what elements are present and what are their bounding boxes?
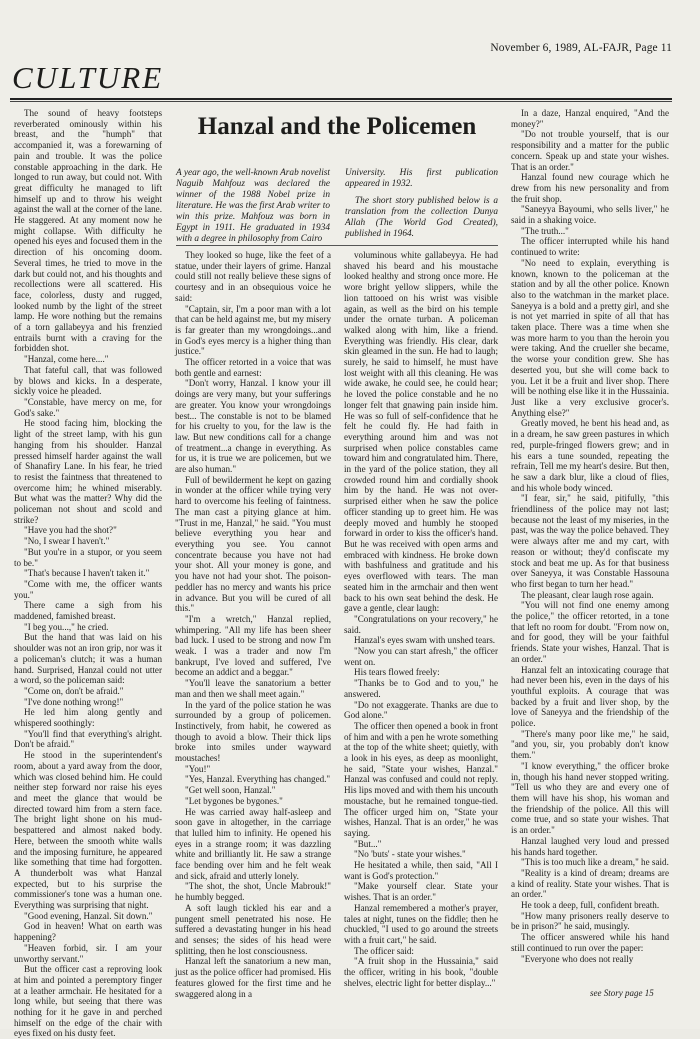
dateline: November 6, 1989, AL-FAJR, Page 11: [490, 42, 672, 54]
paragraph: "This is too much like a dream," he said.: [521, 857, 669, 868]
paragraph: Hanzal's eyes swam with unshed tears.: [354, 635, 496, 646]
paragraph: "Make yourself clear. State your wishes. That is an order.": [344, 881, 498, 903]
paragraph: They looked so huge, like the feet of a statue, under their layers of grime. Hanzal could still not really believe these signs of courtesy and in an obsequious voice he said:: [175, 250, 331, 303]
paragraph: "Everyone who does not really: [521, 953, 634, 964]
paragraph: "Hanzal, come here....": [24, 354, 109, 365]
paragraph: He hesitated a while, then said, "All I want is God's protection.": [344, 860, 498, 881]
section-rule-thin: [10, 101, 672, 102]
paragraph: "There's many poor like me," he said, "and you, sir, you probably don't know them.": [511, 728, 669, 761]
paragraph: "Captain, sir, I'm a poor man with a lot that can be held against me, but my misery is far greater than my wrongdoings...and in God's eyes mercy is a higher thing than justice.": [175, 303, 331, 357]
paragraph: "I've done nothing wrong!": [24, 696, 124, 707]
paragraph: "Reality is a kind of dream; dreams are a kind of reality. State your wishes. That is an order.": [511, 867, 669, 900]
paragraph: "Come on, don't be afraid.": [24, 685, 124, 696]
paragraph: The officer answered while his hand still continued to run over the paper:: [511, 932, 669, 953]
paragraph: The officer retorted in a voice that was both gentle and earnest:: [175, 357, 331, 378]
paragraph: "No need to explain, everything is known, known to the policeman at the station and by all the other police. Known also to the watchman in the market place. Saneyya is a bold and a pretty girl, and she is not yet married in spite of all that has taken place. There was a time when she was more harm to you than the heroin you were taking. And the crueller she became, the worse your condition grew. She has deserted you, but she will come back to you. Let it be a fruit and liver shop. There will be nothing else like it in the Hussainia. Just like a very exclusive grocer's. Anything else?": [511, 257, 669, 418]
paragraph: A soft laugh tickled his ear and a pungent smell penetrated his nose. He suffered a devastating hunger in his head and senses; the sides of his head were splitting, then he lost consciousness.: [175, 902, 331, 956]
text-column-3: [344, 250, 498, 1010]
paragraph: He took a deep, full, confident breath.: [521, 900, 660, 911]
paragraph: "You will not find one enemy among the police," the officer retorted, in a tone that left no room for doubt. "From now on, and for good, they will be your faithful friends. State your wishes, Hanzal. That is an order.": [511, 600, 669, 664]
paragraph: "Now you can start afresh," the officer went on.: [344, 646, 498, 667]
paragraph: "You!": [185, 763, 211, 774]
paragraph: "But you're in a stupor, or you seem to be.": [14, 546, 162, 568]
paragraph: "Do not trouble yourself, that is our responsibility and a matter for the public concern. Speak up and state your wishes. That is an order.": [511, 129, 669, 172]
story-intro-left: A year ago, the well-known Arab novelist Naguib Mahfouz was declared the winner of the 1988 Nobel prize in literature. He was the first Arab writer to win this prize. Mahfouz was born in Egypt in 1911. He graduated in 1934 with a degree in philosophy from Cairo: [176, 168, 330, 244]
paragraph: In a daze, Hanzal enquired, "And the money?": [511, 108, 669, 129]
paragraph: In the yard of the police station he was surrounded by a group of policemen. Instinctively, from habit, he cowered as though to avoid a blow. Their thick lips broke into smiles under wayward moustaches!: [175, 699, 331, 764]
paragraph: Hanzal remembered a mother's prayer, tales at night, tunes on the fiddle; then he chuckled, "I used to go around the streets with a fruit cart," he said.: [344, 902, 498, 945]
paragraph: Full of bewilderment he kept on gazing in wonder at the officer while trying very hard to overcome his feeling of faintness. The man cast a pitying glance at him. "Trust in me, Hanzal," he said. "You must believe everything you hear and everything you see. You cannot concentrate because you have not had your shot. All your money is gone, and you have not had your shot. The poison-peddler has no mercy and wants his price in advance. But you will be cured of all this.": [175, 474, 331, 614]
paragraph: "Do not exaggerate. Thanks are due to God alone.": [344, 699, 498, 721]
paragraph: But the officer cast a reproving look at him and pointed a peremptory finger at a leather armchair. He hesitated for a long while, but seeing that there was nothing for it he gave in and perched himself on the edge of the chair with eyes fixed on his dusty feet.: [14, 964, 162, 1039]
paragraph: God in heaven! What on earth was happening?: [14, 921, 162, 943]
paragraph: "Don't worry, Hanzal. I know your ill doings are very many, but your sufferings are greater. You know your wrongdoings best... The constable is not to be blamed for his cruelty to you, for the law is the law. But new conditions call for a change of treatment...a change in everything. As for us, it is true we are policemen, but we are also human.": [175, 378, 331, 475]
paragraph: "Saneyya Bayoumi, who sells liver," he said in a shaking voice.: [511, 204, 669, 226]
paragraph: "Thanks be to God and to you," he answered.: [344, 678, 498, 699]
story-intro-continued: University. His first publication appeared in 1932.: [345, 168, 498, 189]
paragraph: "But...": [354, 838, 382, 849]
paragraph: The sound of heavy footsteps reverberated ominously within his breast, and the "humph" that accompanied it, was a forewarning of pain and trouble. It was the police constable approaching in the dark. He longed to run away, but could not. With great difficulty he managed to lift himself up and to throw his weight against the wall at the corner of the lane. He staggered. At any moment now he might collapse. With difficulty he opened his eyes and focused them in the direction of his oncoming doom. Several times, he tried to move in the dark but could not, and his thoughts and recollections were all scattered. His face, colorless, dusty and rugged, looked numb by the light of the street lamp. He wore nothing but the remains of a torn gallabeyya and his frenzied entrails burnt with a craving for the forbidden shot.: [14, 108, 162, 354]
paragraph: He stood facing him, blocking the light of the street lamp, with his gun hanging from his shoulder. Hanzal pressed himself harder against the wall of Shanafiry Lane. In his fear, he tried to resist the faintness that threatened to overcome him; he whined miserably. But what was the matter? Why did the policeman not shout and scold and strike?: [14, 418, 162, 525]
paragraph: "How many prisoners really deserve to be in prison?" he said, musingly.: [511, 910, 669, 932]
paragraph: "Get well soon, Hanzal.": [185, 785, 276, 796]
paragraph: "That's because I haven't taken it.": [24, 568, 150, 579]
paragraph: "The truth...": [521, 225, 569, 236]
text-column-1: [14, 108, 162, 1039]
paragraph: He was carried away half-asleep and soon gave in altogether, in the carriage that lulled him to infinity. He opened his eyes in a strange room; it was dazzling white and brilliantly lit. He saw a strange face bending over him and he felt weak and sick, afraid and utterly lonely.: [175, 806, 331, 881]
paragraph: "You'll find that everything's alright. Don't be afraid.": [14, 728, 162, 750]
intro-rule: [176, 245, 498, 246]
paragraph: "Let bygones be bygones.": [185, 795, 283, 806]
paragraph: The officer interrupted while his hand continued to write:: [511, 236, 669, 258]
paragraph: There came a sigh from his maddened, famished breast.: [14, 600, 162, 622]
paragraph: "No 'buts' - state your wishes.": [354, 849, 466, 860]
paragraph: "Heaven forbid, sir. I am your unworthy servant.": [14, 942, 162, 964]
paragraph: "Good evening, Hanzal. Sit down.": [24, 910, 153, 921]
paragraph: Hanzal left the sanatorium a new man, just as the police officer had promised. His features glowed for the first time and he swaggered along in a: [175, 956, 331, 999]
paragraph: "The shot, the shot, Uncle Mabrouk!" he humbly begged.: [175, 881, 331, 903]
paragraph: But the hand that was laid on his shoulder was not an iron grip, nor was it a policeman's clutch; it was a human hand. Surprised, Hanzal could not utter a word, so the policeman said:: [14, 632, 162, 686]
text-column-2: [175, 250, 331, 1010]
paragraph: Greatly moved, he bent his head and, as in a dream, he saw green pastures in which red, purple-fringed flowers grew; and in his ears a tune sounded, repeating the refrain, Tell me my heart's desire. But then, he saw a dark blur, like a cloud of flies, and his whole body winced.: [511, 418, 669, 493]
paragraph: "Come with me, the officer wants you.": [14, 578, 162, 600]
paragraph: "No, I swear I haven't.": [24, 536, 110, 547]
paragraph: "I beg you...," he cried.: [24, 621, 109, 632]
paragraph: "Congratulations on your recovery," he said.: [344, 613, 498, 635]
paragraph: "Yes, Hanzal. Everything has changed.": [185, 774, 331, 785]
paragraph: "You'll leave the sanatorium a better man and then we shall meet again.": [175, 678, 331, 699]
paragraph: voluminous white gallabeyya. He had shaved his beard and his moustache looked healthy and strong once more. He wore bright yellow slippers, while the lion tattooed on his wrist was visible again, as well as the bird on his temple under the ornate turban. A policeman walked along with him, like a friend. Everything was friendly. His clear, dark skin gleamed in the sun. He had to laugh; surely, he said to himself, he must have lost weight with all this cleaning. He was wide awake, he could see, he could hear; he loved the police constable and he no longer felt that gnawing pain inside him. He was so full of self-confidence that he felt he could fly. He had faith in everything around him and was not surprised when police constables came toward him and congratulated him. There, in the yard of the police station, they all crowded round him and cordially shook him by the hand. He was not over-surprised either when he saw the police officer standing up to greet him. He was deeply moved and humbly he stooped forward in order to kiss the officer's hand. But he was received with open arms and embraced with kindness. He broke down with bashfulness and gratitude and his eyes overflowed with tears. The man seated him in the armchair and then went back to his own seat behind the desk. He gave a gentle, clear laugh:: [344, 250, 498, 614]
paragraph: The officer then opened a book in front of him and with a pen he wrote something at the top of the white sheet; quietly, with a look in his eyes, as deep as moonlight, he said, "State your wishes, Hanzal." Hanzal was confused and could not reply. His lips moved and with them his uncouth moustache, but he remained tongue-tied. The officer urged him on, "State your wishes, Hanzal. That is an order," he was saying.: [344, 720, 498, 838]
paragraph: Hanzal felt an intoxicating courage that had never been his, even in the days of his youthful exploits. A courage that was backed by a fruit and liver shop, by the love of Saneyya and the friendship of the police.: [511, 664, 669, 729]
section-title: CULTURE: [12, 60, 164, 95]
paragraph: "Have you had the shot?": [24, 525, 117, 536]
story-intro-translation-note: The short story published below is a translation from the collection Dunya Allah (The World God Created), published in 1964.: [345, 196, 498, 239]
paragraph: The pleasant, clear laugh rose again.: [521, 589, 654, 600]
paragraph: Hanzal found new courage which he drew from his new personality and from the fruit shop.: [511, 172, 669, 204]
paragraph: The officer said:: [354, 945, 414, 956]
paragraph: "Constable, have mercy on me, for God's sake.": [14, 396, 162, 418]
text-column-4: [511, 108, 669, 988]
story-title: Hanzal and the Policemen: [197, 113, 477, 140]
paragraph: "I'm a wretch," Hanzal replied, whimpering. "All my life has been sheer bad luck. I used to be strong and now I'm weak. I was a trader and now I'm bankrupt, I've loved and suffered, I've become an addict and a beggar.": [175, 613, 331, 678]
paragraph: He stood in the superintendent's room, about a yard away from the door, which was closed behind him. He could neither step forward nor raise his eyes and meet the glance that would be directed toward him from a stern face. The bright light shone on his mud-bespattered and almost naked body. Here, between the smooth white walls and the imposing furniture, he appeared like something that time had forgotten. A thunderbolt was what Hanzal expected, but to his surprise the commissioner's tone was a human one. Everything was surprising that night.: [14, 750, 162, 911]
story-intro-right: [345, 168, 498, 240]
paragraph: "A fruit shop in the Hussainia," said the officer, writing in his book, "double shelves, electric light for better display...": [344, 956, 498, 988]
paragraph: He led him along gently and whispered soothingly:: [14, 707, 162, 729]
paragraph: "I know everything," the officer broke in, though his hand never stopped writing. "Tell us who they are and every one of them will have his shop, his woman and the friendship of the police. All this will come true, and so state your wishes. That is an order.": [511, 760, 669, 836]
paragraph: That fateful call, that was followed by blows and kicks. In a desperate, sickly voice he pleaded.: [14, 364, 162, 397]
paragraph: His tears flowed freely:: [354, 667, 440, 678]
paragraph: Hanzal laughed very loud and pressed his hands hard together.: [511, 835, 669, 857]
continued-reference: see Story page 15: [590, 988, 654, 998]
paragraph: "I fear, sir," he said, pitifully, "this friendliness of the police may not last; because not the least of my miseries, in the past, was the way the police behaved. They were always after me and my cart, with reason or without; they'd confiscate my stock and beat me up. As for that business over Saneyya, it was Constable Hassouna who first began to turn her head.": [511, 493, 669, 589]
section-rule: [10, 98, 672, 100]
